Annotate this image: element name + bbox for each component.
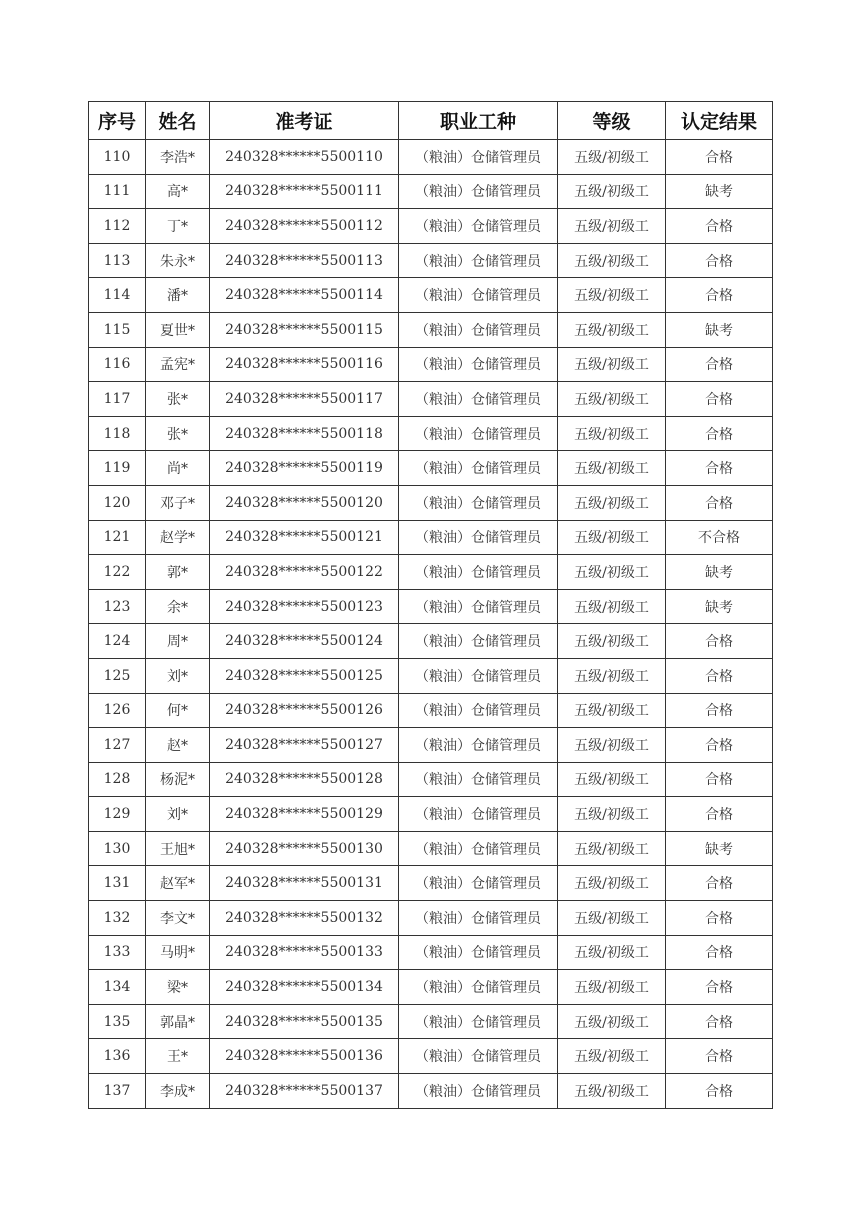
seq-cell: 132 (89, 901, 146, 936)
header-level: 等级 (558, 102, 666, 140)
seq-cell: 120 (89, 485, 146, 520)
occupation-cell: （粮油）仓储管理员 (399, 555, 558, 590)
name-cell: 赵* (146, 728, 210, 763)
exam-id-cell: 240328******5500132 (210, 901, 399, 936)
table-row (89, 762, 773, 797)
level-cell: 五级/初级工 (558, 1039, 666, 1074)
occupation-cell: （粮油）仓储管理员 (399, 140, 558, 175)
header-name: 姓名 (146, 102, 210, 140)
name-cell: 赵军* (146, 866, 210, 901)
occupation-cell: （粮油）仓储管理员 (399, 762, 558, 797)
seq-cell: 114 (89, 278, 146, 313)
seq-cell: 116 (89, 347, 146, 382)
name-cell: 张* (146, 382, 210, 417)
level-cell: 五级/初级工 (558, 831, 666, 866)
exam-id-cell: 240328******5500118 (210, 416, 399, 451)
result-cell: 不合格 (666, 520, 773, 555)
level-cell: 五级/初级工 (558, 243, 666, 278)
table-row (89, 797, 773, 832)
exam-id-cell: 240328******5500133 (210, 935, 399, 970)
level-cell: 五级/初级工 (558, 520, 666, 555)
name-cell: 李文* (146, 901, 210, 936)
seq-cell: 126 (89, 693, 146, 728)
exam-id-cell: 240328******5500130 (210, 831, 399, 866)
name-cell: 李成* (146, 1074, 210, 1109)
result-cell: 合格 (666, 624, 773, 659)
table-row (89, 140, 773, 175)
name-cell: 朱永* (146, 243, 210, 278)
level-cell: 五级/初级工 (558, 485, 666, 520)
result-cell: 合格 (666, 485, 773, 520)
header-seq: 序号 (89, 102, 146, 140)
result-cell: 合格 (666, 347, 773, 382)
seq-cell: 127 (89, 728, 146, 763)
table-row (89, 1004, 773, 1039)
exam-id-cell: 240328******5500119 (210, 451, 399, 486)
exam-id-cell: 240328******5500123 (210, 589, 399, 624)
table-row (89, 970, 773, 1005)
exam-id-cell: 240328******5500117 (210, 382, 399, 417)
result-cell: 合格 (666, 1074, 773, 1109)
result-cell: 合格 (666, 693, 773, 728)
occupation-cell: （粮油）仓储管理员 (399, 347, 558, 382)
name-cell: 孟宪* (146, 347, 210, 382)
occupation-cell: （粮油）仓储管理员 (399, 831, 558, 866)
header-row (89, 102, 773, 140)
occupation-cell: （粮油）仓储管理员 (399, 243, 558, 278)
exam-id-cell: 240328******5500128 (210, 762, 399, 797)
level-cell: 五级/初级工 (558, 174, 666, 209)
result-cell: 合格 (666, 728, 773, 763)
seq-cell: 133 (89, 935, 146, 970)
result-cell: 合格 (666, 243, 773, 278)
table-row (89, 382, 773, 417)
occupation-cell: （粮油）仓储管理员 (399, 174, 558, 209)
occupation-cell: （粮油）仓储管理员 (399, 728, 558, 763)
table-row (89, 901, 773, 936)
table-row (89, 658, 773, 693)
exam-id-cell: 240328******5500114 (210, 278, 399, 313)
exam-id-cell: 240328******5500112 (210, 209, 399, 244)
name-cell: 刘* (146, 797, 210, 832)
name-cell: 周* (146, 624, 210, 659)
name-cell: 丁* (146, 209, 210, 244)
result-cell: 合格 (666, 970, 773, 1005)
name-cell: 王旭* (146, 831, 210, 866)
name-cell: 刘* (146, 658, 210, 693)
occupation-cell: （粮油）仓储管理员 (399, 658, 558, 693)
exam-id-cell: 240328******5500125 (210, 658, 399, 693)
result-cell: 缺考 (666, 555, 773, 590)
name-cell: 何* (146, 693, 210, 728)
seq-cell: 118 (89, 416, 146, 451)
result-cell: 合格 (666, 901, 773, 936)
level-cell: 五级/初级工 (558, 866, 666, 901)
level-cell: 五级/初级工 (558, 278, 666, 313)
occupation-cell: （粮油）仓储管理员 (399, 589, 558, 624)
result-cell: 合格 (666, 762, 773, 797)
level-cell: 五级/初级工 (558, 555, 666, 590)
name-cell: 余* (146, 589, 210, 624)
level-cell: 五级/初级工 (558, 451, 666, 486)
results-table (88, 101, 773, 1109)
exam-id-cell: 240328******5500124 (210, 624, 399, 659)
occupation-cell: （粮油）仓储管理员 (399, 485, 558, 520)
level-cell: 五级/初级工 (558, 312, 666, 347)
table-row (89, 728, 773, 763)
exam-id-cell: 240328******5500137 (210, 1074, 399, 1109)
occupation-cell: （粮油）仓储管理员 (399, 312, 558, 347)
level-cell: 五级/初级工 (558, 209, 666, 244)
occupation-cell: （粮油）仓储管理员 (399, 797, 558, 832)
name-cell: 张* (146, 416, 210, 451)
occupation-cell: （粮油）仓储管理员 (399, 416, 558, 451)
result-cell: 合格 (666, 1004, 773, 1039)
name-cell: 郭* (146, 555, 210, 590)
exam-id-cell: 240328******5500116 (210, 347, 399, 382)
level-cell: 五级/初级工 (558, 382, 666, 417)
level-cell: 五级/初级工 (558, 970, 666, 1005)
result-cell: 合格 (666, 451, 773, 486)
occupation-cell: （粮油）仓储管理员 (399, 1004, 558, 1039)
occupation-cell: （粮油）仓储管理员 (399, 1074, 558, 1109)
table-row (89, 278, 773, 313)
name-cell: 郭晶* (146, 1004, 210, 1039)
level-cell: 五级/初级工 (558, 624, 666, 659)
exam-id-cell: 240328******5500135 (210, 1004, 399, 1039)
seq-cell: 124 (89, 624, 146, 659)
occupation-cell: （粮油）仓储管理员 (399, 451, 558, 486)
occupation-cell: （粮油）仓储管理员 (399, 935, 558, 970)
table-row (89, 347, 773, 382)
table-row (89, 243, 773, 278)
exam-id-cell: 240328******5500122 (210, 555, 399, 590)
name-cell: 潘* (146, 278, 210, 313)
level-cell: 五级/初级工 (558, 416, 666, 451)
seq-cell: 134 (89, 970, 146, 1005)
exam-id-cell: 240328******5500136 (210, 1039, 399, 1074)
level-cell: 五级/初级工 (558, 728, 666, 763)
name-cell: 杨泥* (146, 762, 210, 797)
name-cell: 马明* (146, 935, 210, 970)
exam-id-cell: 240328******5500134 (210, 970, 399, 1005)
occupation-cell: （粮油）仓储管理员 (399, 278, 558, 313)
header-occupation: 职业工种 (399, 102, 558, 140)
exam-id-cell: 240328******5500126 (210, 693, 399, 728)
level-cell: 五级/初级工 (558, 658, 666, 693)
table-row (89, 174, 773, 209)
exam-id-cell: 240328******5500131 (210, 866, 399, 901)
occupation-cell: （粮油）仓储管理员 (399, 970, 558, 1005)
seq-cell: 129 (89, 797, 146, 832)
name-cell: 梁* (146, 970, 210, 1005)
seq-cell: 125 (89, 658, 146, 693)
exam-id-cell: 240328******5500113 (210, 243, 399, 278)
result-cell: 合格 (666, 935, 773, 970)
result-cell: 缺考 (666, 174, 773, 209)
result-cell: 合格 (666, 1039, 773, 1074)
occupation-cell: （粮油）仓储管理员 (399, 382, 558, 417)
table-row (89, 451, 773, 486)
exam-id-cell: 240328******5500111 (210, 174, 399, 209)
occupation-cell: （粮油）仓储管理员 (399, 866, 558, 901)
occupation-cell: （粮油）仓储管理员 (399, 693, 558, 728)
level-cell: 五级/初级工 (558, 797, 666, 832)
result-cell: 缺考 (666, 312, 773, 347)
seq-cell: 135 (89, 1004, 146, 1039)
table-row (89, 693, 773, 728)
level-cell: 五级/初级工 (558, 693, 666, 728)
level-cell: 五级/初级工 (558, 589, 666, 624)
table-row (89, 416, 773, 451)
seq-cell: 123 (89, 589, 146, 624)
exam-id-cell: 240328******5500121 (210, 520, 399, 555)
table-row (89, 935, 773, 970)
name-cell: 李浩* (146, 140, 210, 175)
level-cell: 五级/初级工 (558, 935, 666, 970)
table-body (89, 140, 773, 1109)
result-cell: 合格 (666, 382, 773, 417)
seq-cell: 117 (89, 382, 146, 417)
seq-cell: 119 (89, 451, 146, 486)
table-row (89, 624, 773, 659)
name-cell: 赵学* (146, 520, 210, 555)
seq-cell: 122 (89, 555, 146, 590)
seq-cell: 110 (89, 140, 146, 175)
seq-cell: 112 (89, 209, 146, 244)
table-row (89, 1039, 773, 1074)
level-cell: 五级/初级工 (558, 762, 666, 797)
seq-cell: 136 (89, 1039, 146, 1074)
exam-id-cell: 240328******5500115 (210, 312, 399, 347)
name-cell: 夏世* (146, 312, 210, 347)
table-row (89, 520, 773, 555)
occupation-cell: （粮油）仓储管理员 (399, 209, 558, 244)
exam-id-cell: 240328******5500120 (210, 485, 399, 520)
result-cell: 合格 (666, 866, 773, 901)
seq-cell: 131 (89, 866, 146, 901)
table-row (89, 555, 773, 590)
result-cell: 合格 (666, 140, 773, 175)
exam-id-cell: 240328******5500127 (210, 728, 399, 763)
occupation-cell: （粮油）仓储管理员 (399, 1039, 558, 1074)
header-exam-id: 准考证 (210, 102, 399, 140)
occupation-cell: （粮油）仓储管理员 (399, 624, 558, 659)
level-cell: 五级/初级工 (558, 1074, 666, 1109)
result-cell: 合格 (666, 209, 773, 244)
occupation-cell: （粮油）仓储管理员 (399, 901, 558, 936)
result-cell: 合格 (666, 658, 773, 693)
header-result: 认定结果 (666, 102, 773, 140)
name-cell: 邓子* (146, 485, 210, 520)
table-row (89, 1074, 773, 1109)
table-row (89, 209, 773, 244)
seq-cell: 111 (89, 174, 146, 209)
result-cell: 合格 (666, 797, 773, 832)
result-cell: 合格 (666, 416, 773, 451)
seq-cell: 115 (89, 312, 146, 347)
exam-id-cell: 240328******5500129 (210, 797, 399, 832)
result-cell: 缺考 (666, 831, 773, 866)
table-row (89, 866, 773, 901)
table-row (89, 589, 773, 624)
level-cell: 五级/初级工 (558, 347, 666, 382)
name-cell: 尚* (146, 451, 210, 486)
table-row (89, 312, 773, 347)
seq-cell: 130 (89, 831, 146, 866)
seq-cell: 137 (89, 1074, 146, 1109)
level-cell: 五级/初级工 (558, 1004, 666, 1039)
result-cell: 缺考 (666, 589, 773, 624)
seq-cell: 113 (89, 243, 146, 278)
name-cell: 高* (146, 174, 210, 209)
level-cell: 五级/初级工 (558, 140, 666, 175)
table-row (89, 831, 773, 866)
occupation-cell: （粮油）仓储管理员 (399, 520, 558, 555)
result-cell: 合格 (666, 278, 773, 313)
table-row (89, 485, 773, 520)
seq-cell: 128 (89, 762, 146, 797)
level-cell: 五级/初级工 (558, 901, 666, 936)
name-cell: 王* (146, 1039, 210, 1074)
exam-id-cell: 240328******5500110 (210, 140, 399, 175)
seq-cell: 121 (89, 520, 146, 555)
